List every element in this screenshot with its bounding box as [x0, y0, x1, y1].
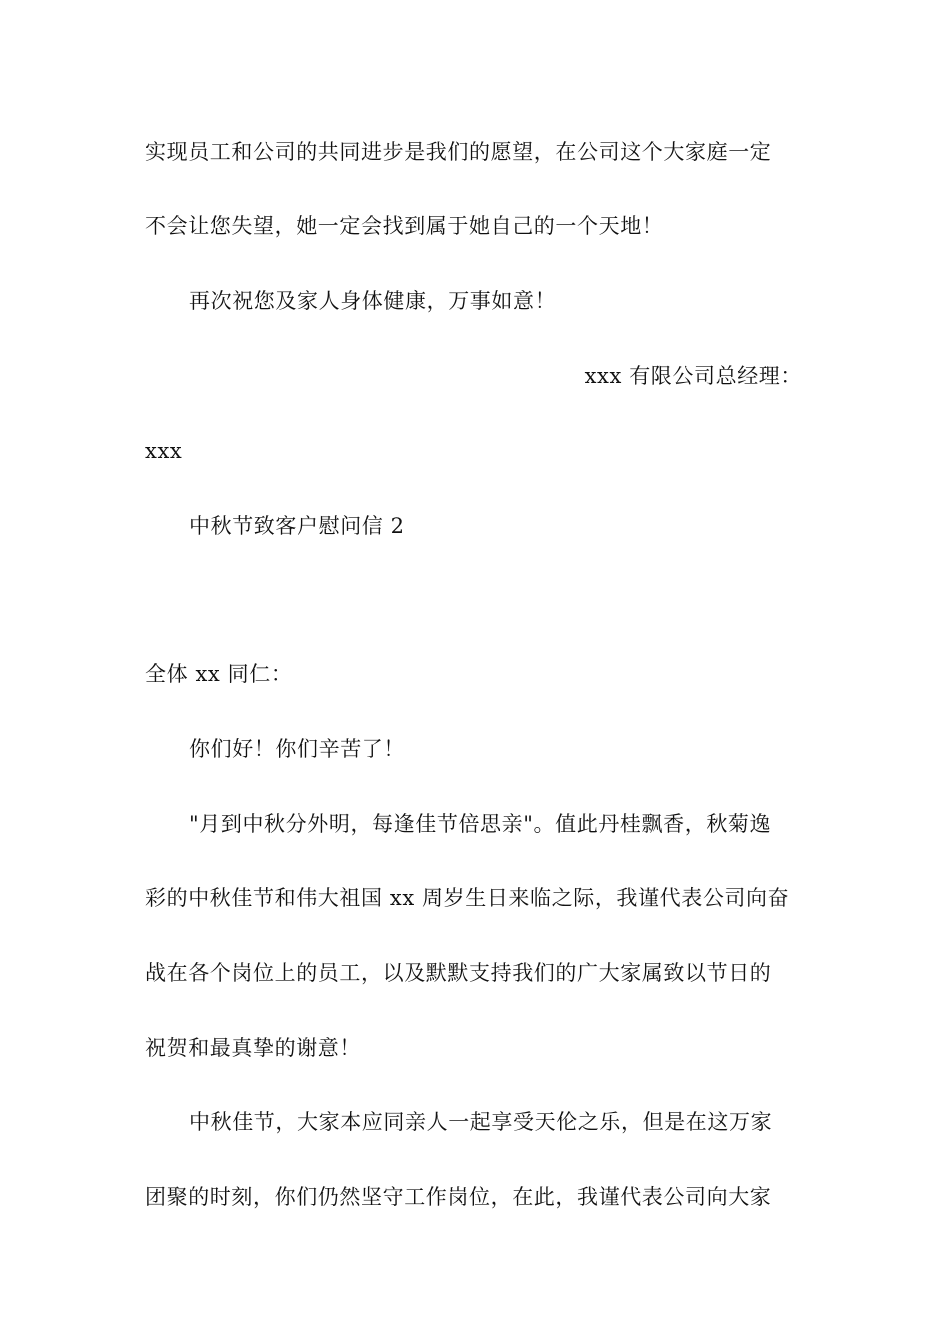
paragraph-line: 彩的中秋佳节和伟大祖国 xx 周岁生日来临之际，我谨代表公司向奋 [145, 886, 790, 910]
signature-name: xxx [145, 439, 183, 463]
greeting: 你们好！你们辛苦了！ [189, 737, 405, 761]
paragraph-line: 中秋佳节，大家本应同亲人一起享受天伦之乐，但是在这万家 [189, 1110, 773, 1134]
paragraph-line: "月到中秋分外明，每逢佳节倍思亲"。值此丹桂飘香，秋菊逸 [189, 812, 772, 836]
paragraph-line: 实现员工和公司的共同进步是我们的愿望，在公司这个大家庭一定 [145, 140, 772, 164]
section-title: 中秋节致客户慰问信 2 [189, 514, 405, 538]
signature-company: xxx 有限公司总经理： [584, 364, 802, 388]
closing-wish: 再次祝您及家人身体健康，万事如意！ [189, 289, 557, 313]
salutation: 全体 xx 同仁： [145, 662, 293, 686]
paragraph-line: 团聚的时刻，你们仍然坚守工作岗位，在此，我谨代表公司向大家 [145, 1185, 772, 1209]
paragraph-line: 祝贺和最真挚的谢意！ [145, 1036, 361, 1060]
paragraph-line: 不会让您失望，她一定会找到属于她自己的一个天地！ [145, 214, 664, 238]
paragraph-line: 战在各个岗位上的员工，以及默默支持我们的广大家属致以节日的 [145, 961, 772, 985]
